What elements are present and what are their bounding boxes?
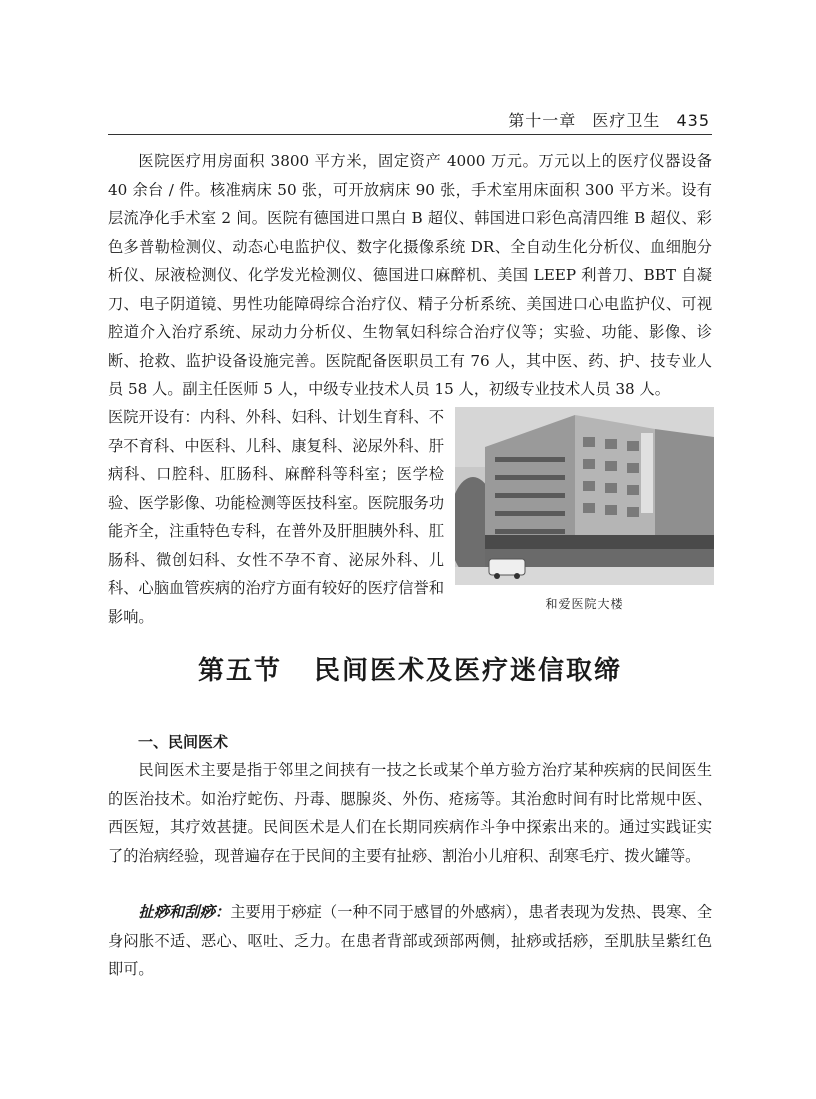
departments-paragraph: 医院开设有：内科、外科、妇科、计划生育科、不孕不育科、中医科、儿科、康复科、泌尿外科、肝病科、口腔科、肛肠科、麻醉科等科室；医学检验、医学影像、功能检测等医技科室。医院服务功能齐全，注重特色专科，在普外及肝胆胰外科、肛肠科、微创妇科、女性不孕不育、泌尿外科、儿科、心脑血管疾病的治疗方面有较好的医疗信誉和影响。 (108, 408, 444, 626)
figure-caption: 和爱医院大楼 (545, 597, 624, 611)
subsection-heading: 一、民间医术 (138, 733, 229, 751)
running-header (108, 110, 712, 135)
section-title: 民间医术及医疗迷信取缔 (314, 656, 623, 686)
hospital-figure (455, 407, 714, 612)
scraping-paragraph (108, 898, 712, 984)
intro-paragraph-block (108, 147, 712, 404)
intro-paragraph: 医院医疗用房面积 3800 平方米，固定资产 4000 万元。万元以上的医疗仪器设备 40 余台 / 件。核准病床 50 张，可开放病床 90 张，手术室用床面积 300 平方米。设有层流净化手术室 2 间。医院有德国进口黑白 B 超仪、韩国进口彩色高清四维 B 超仪、彩色多普勒检测仪、动态心电监护仪、数字化摄像系统 DR、全自动生化分析仪、血细胞分析仪、尿液检测仪、化学发光检测仪、德国进口麻醉机、美国 LEEP 利普刀、BBT 自凝刀、电子阴道镜、男性功能障碍综合治疗仪、精子分析系统、美国进口心电监护仪、可视腔道介入治疗系统、尿动力分析仪、生物氧妇科综合治疗仪等；实验、功能、影像、诊断、抢救、监护设备设施完善。医院配备医职员工有 76 人，其中医、药、护、技专业人员 58 人。副主任医师 5 人，中级专业技术人员 15 人，初级专业技术人员 38 人。 (108, 152, 712, 398)
section-number: 第五节 (197, 656, 282, 686)
scraping-term: 扯痧和刮痧： (138, 903, 231, 921)
folk-medicine-paragraph: 民间医术主要是指于邻里之间挟有一技之长或某个单方验方治疗某种疾病的民间医生的医治技术。如治疗蛇伤、丹毒、腮腺炎、外伤、疮疡等。其治愈时间有时比常规中医、西医短，其疗效甚捷。民间医术是人们在长期同疾病作斗争中探索出来的。通过实践证实了的治病经验，现普遍存在于民间的主要有扯痧、割治小儿疳积、刮寒毛疔、拨火罐等。 (108, 761, 712, 865)
header-text (498, 110, 710, 132)
header-chapter: 第十一章 (508, 111, 577, 130)
hospital-building-photo (455, 407, 714, 585)
scraping-text: 主要用于痧症（一种不同于感冒的外感病），患者表现为发热、畏寒、全身闷胀不适、恶心、呕吐、乏力。在患者背部或颈部两侧，扯痧或括痧，至肌肤呈紫红色即可。 (108, 903, 713, 978)
section-heading (108, 650, 712, 687)
scraping-block (108, 898, 712, 984)
folk-medicine-block (108, 756, 712, 870)
header-page-number: 435 (676, 111, 710, 130)
header-topic: 医疗卫生 (592, 111, 661, 130)
